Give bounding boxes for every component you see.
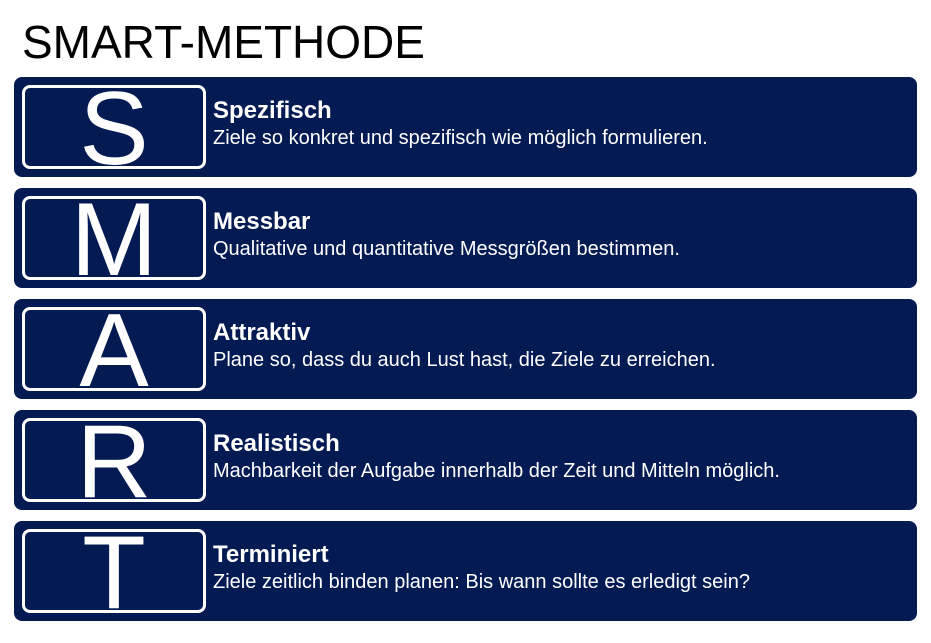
page-title: SMART-METHODE <box>22 16 425 68</box>
description-attraktiv: Plane so, dass du auch Lust hast, die Ziele zu erreichen. <box>213 349 716 371</box>
smart-row-r <box>14 410 917 510</box>
letter-s: S <box>79 85 149 169</box>
term-terminiert: Terminiert <box>213 541 329 568</box>
letter-box-r <box>22 418 206 502</box>
letter-t: T <box>82 529 146 613</box>
smart-row-m <box>14 188 917 288</box>
description-terminiert: Ziele zeitlich binden planen: Bis wann sollte es erledigt sein? <box>213 571 750 593</box>
description-spezifisch: Ziele so konkret und spezifisch wie möglich formulieren. <box>213 127 708 149</box>
letter-box-s <box>22 85 206 169</box>
smart-row-a <box>14 299 917 399</box>
term-spezifisch: Spezifisch <box>213 97 332 124</box>
letter-m: M <box>70 196 158 280</box>
letter-a: A <box>79 307 149 391</box>
description-messbar: Qualitative und quantitative Messgrößen bestimmen. <box>213 238 680 260</box>
text-block-r <box>213 430 909 484</box>
text-block-t <box>213 541 909 595</box>
term-attraktiv: Attraktiv <box>213 319 311 346</box>
smart-row-t <box>14 521 917 621</box>
text-block-s <box>213 97 909 151</box>
description-realistisch: Machbarkeit der Aufgabe innerhalb der Zeit und Mitteln möglich. <box>213 460 780 482</box>
smart-list <box>14 77 917 632</box>
letter-r: R <box>76 418 152 502</box>
term-realistisch: Realistisch <box>213 430 340 457</box>
term-messbar: Messbar <box>213 208 311 235</box>
text-block-a <box>213 319 909 373</box>
text-block-m <box>213 208 909 262</box>
letter-box-t <box>22 529 206 613</box>
letter-box-m <box>22 196 206 280</box>
smart-row-s <box>14 77 917 177</box>
letter-box-a <box>22 307 206 391</box>
